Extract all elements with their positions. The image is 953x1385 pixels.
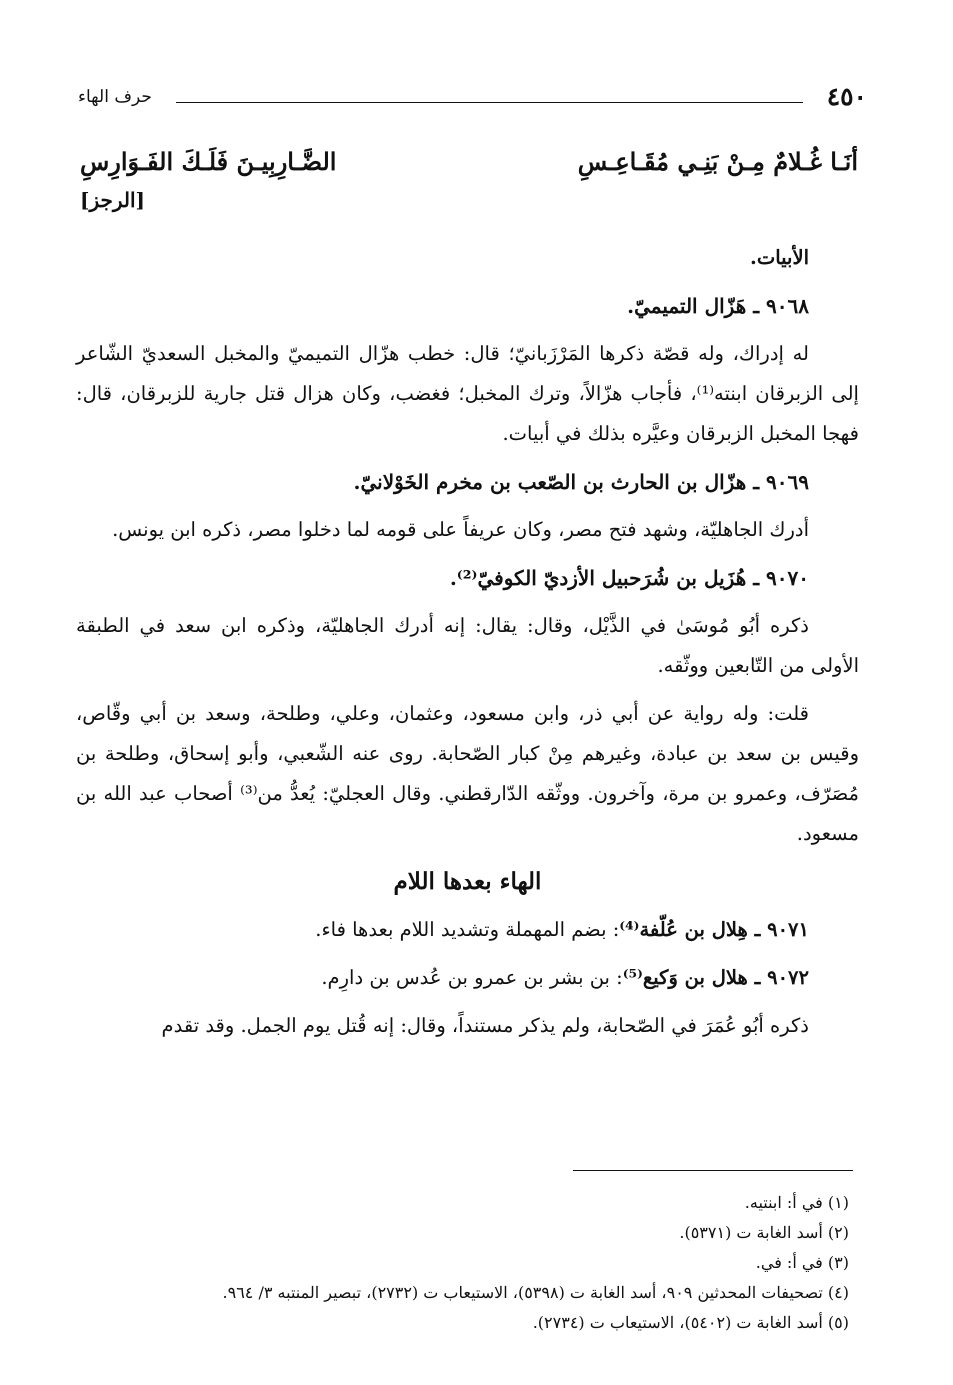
header-rule (176, 102, 803, 103)
section-title: الهاء بعدها اللام (393, 868, 542, 895)
footnote-2: (٢) أسد الغابة ت (٥٣٧١). (679, 1223, 849, 1242)
running-head: حرف الهاء (78, 87, 152, 107)
footnotes (96, 1188, 849, 1338)
entry-9068-heading: ٩٠٦٨ ـ هَزّال التميميّ. (627, 294, 809, 318)
entry-9071-heading: ٩٠٧١ ـ هِلال بن عُلّفة⁽⁴⁾ (619, 918, 809, 941)
main-text (76, 238, 859, 1054)
entry-9072 (76, 958, 859, 998)
footnote-5: (٥) أسد الغابة ت (٥٤٠٢)، الاستيعاب ت (٢٧٣٤). (532, 1313, 849, 1332)
page-header (78, 82, 867, 112)
verse-first-hemistich: أنَـا غُـلامٌ مِـنْ بَنِـي مُقَـاعِـسِ (577, 147, 858, 176)
footnote-rule (573, 1170, 853, 1171)
entry-9070-text: ذكره أبُو مُوسَىٰ في الذَّيْل، وقال: يقال: إنه أدرك الجاهليّة، وذكره ابن سعد في الطبقة الأولى من التّابعين ووثّقه. (76, 614, 859, 677)
entry-9070-heading: ٩٠٧٠ ـ هُزَيل بن شُرَحبيل الأزديّ الكوفيّ⁽²⁾. (449, 566, 809, 590)
entry-9072-text: : بن بشر بن عمرو بن عُدس بن دارِم. (321, 966, 623, 989)
entry-9069-text: أدرك الجاهليّة، وشهد فتح مصر، وكان عريفاً على قومه لما دخلوا مصر، ذكره ابن يونس. (112, 518, 809, 541)
entry-9071-text: : بضم المهملة وتشديد اللام بعدها فاء. (315, 918, 620, 941)
verse-line (80, 142, 858, 186)
footnote-4: (٤) تصحيفات المحدثين ٩٠٩، أسد الغابة ت (٥٣٩٨)، الاستيعاب ت (٢٧٣٢)، تبصير المنتبه ٣/ ٩٦٤. (222, 1283, 849, 1302)
verse-meter: [الرجز] (80, 188, 146, 212)
entry-9071 (76, 910, 859, 950)
entry-9072-heading: ٩٠٧٢ ـ هلال بن وَكيع⁽⁵⁾ (622, 966, 809, 989)
entry-9069-heading: ٩٠٦٩ ـ هزّال بن الحارث بن الصّعب بن مخرم الخَوْلانيّ. (353, 470, 809, 494)
footnote-1: (١) في أ: ابنتيه. (744, 1193, 849, 1212)
footnote-3: (٣) في أ: في. (755, 1253, 849, 1272)
page-number: ٤٥٠ (826, 82, 867, 111)
entry-9072-text-2: ذكره أبُو عُمَرَ في الصّحابة، ولم يذكر مستنداً، وقال: إنه قُتل يوم الجمل. وقد تقدم (161, 1014, 809, 1037)
entry-9068-text: له إدراك، وله قصّة ذكرها المَرْزَبانيّ؛ قال: خطب هزّال التميميّ والمخبل السعديّ الشّاعر إلى الزبرقان ابنته⁽¹⁾، فأجاب هزّالاً، وترك المخبل؛ فغضب، وكان هزال قتل جارية للزبرقان، قال: فهجا المخبل الزبرقان وعيَّره بذلك في أبيات. (76, 342, 859, 445)
paragraph-abyat: الأبيات. (750, 246, 809, 269)
verse-second-hemistich: الضَّـارِبِيـنَ فَلَـكَ الفَـوَارِسِ (80, 147, 337, 176)
entry-9070-note: قلت: وله رواية عن أبي ذر، وابن مسعود، وعثمان، وعلي، وطلحة، وسعد بن أبي وقّاص، وقيس بن سعد بن عبادة، وغيرهم مِنْ كبار الصّحابة. روى عنه الشّعبي، وأبو إسحاق، وطلحة بن مُصَرّف، وعمرو بن مرة، وآخرون. ووثّقه الدّارقطني. وقال العجليّ: يُعدُّ من⁽³⁾ أصحاب عبد الله بن مسعود. (76, 702, 859, 845)
